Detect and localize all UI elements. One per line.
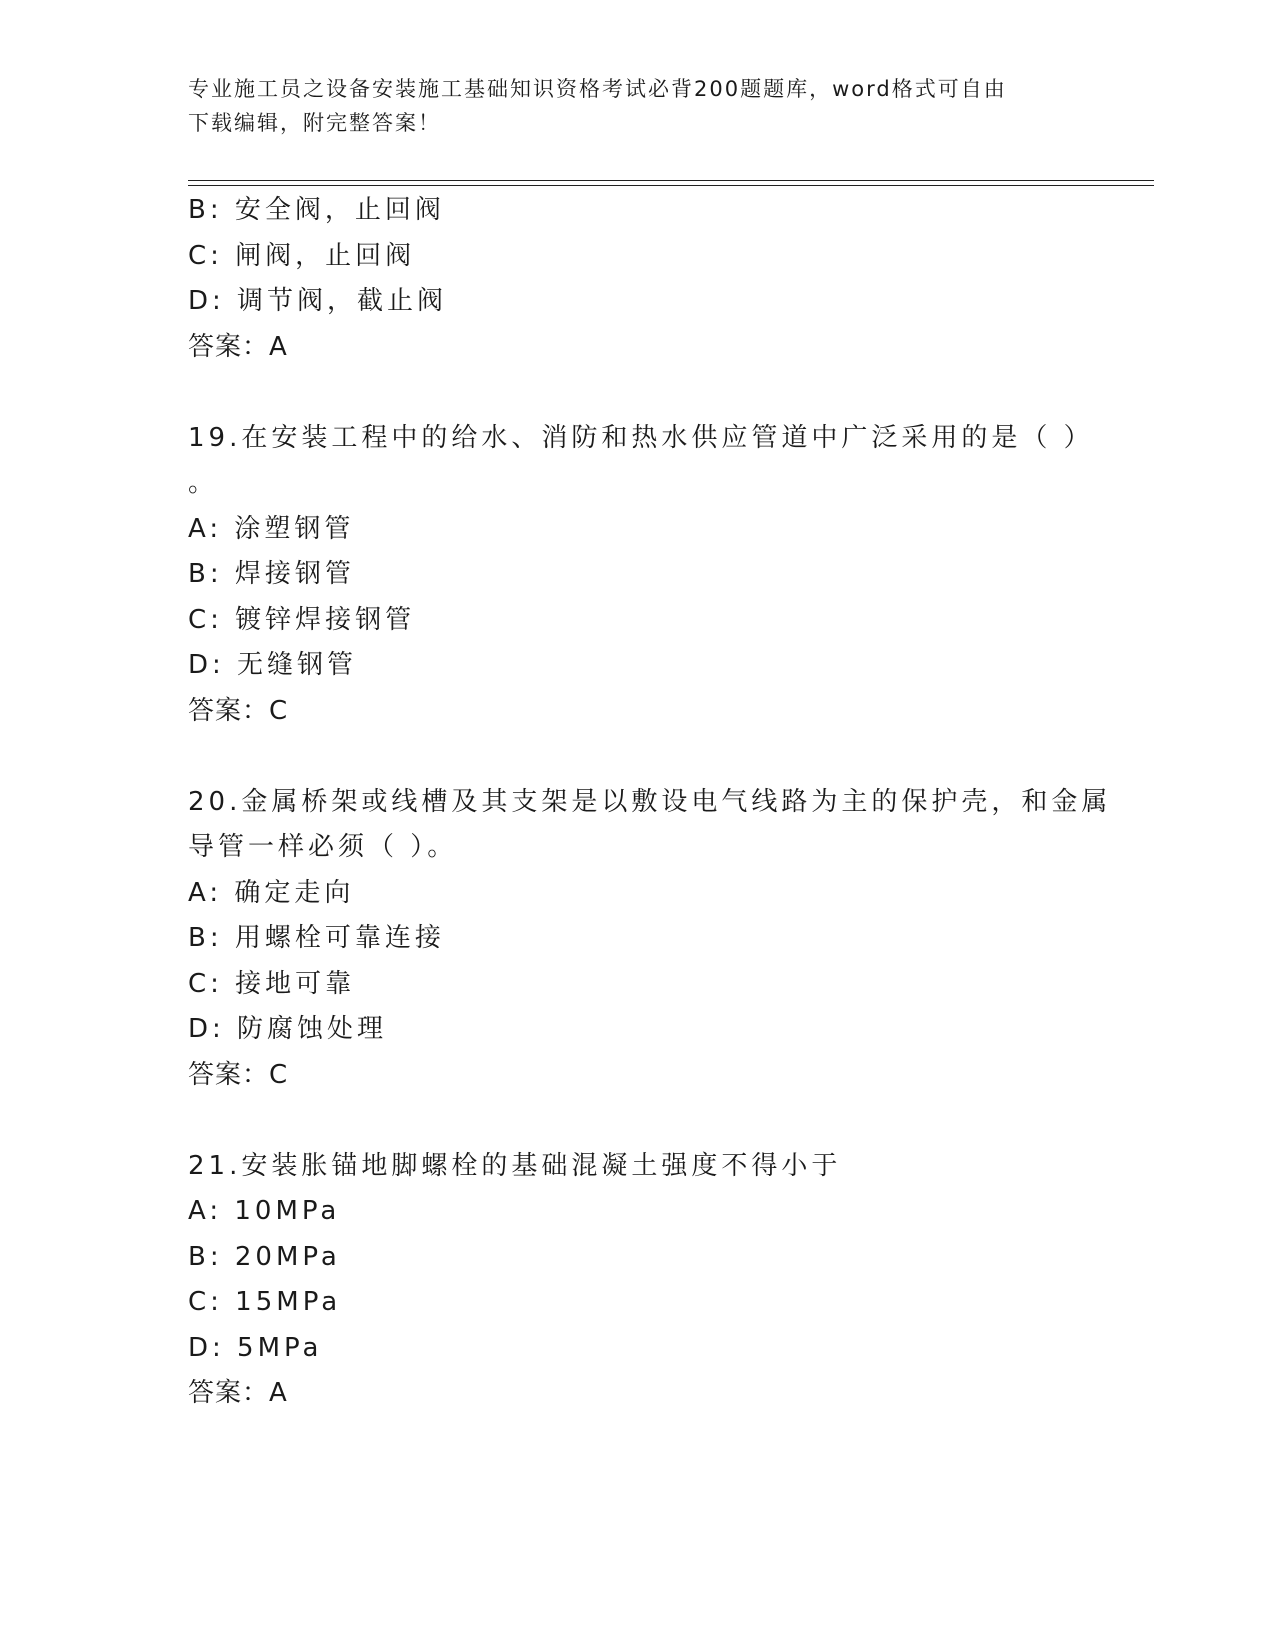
answer: 答案：C (188, 1059, 289, 1090)
question-text: 。 (188, 468, 219, 498)
option-c: C: 闸阀，止回阀 (188, 240, 416, 271)
option-d: D: 防腐蚀处理 (188, 1014, 388, 1044)
option-d: D: 无缝钢管 (188, 650, 358, 680)
header-line-2: 下载编辑，附完整答案！ (188, 111, 441, 135)
option-d: D: 5MPa (188, 1332, 323, 1363)
question-21 (188, 1144, 1148, 1417)
option-a: A: 确定走向 (188, 877, 355, 908)
question-list (188, 188, 1148, 1417)
header-divider-top (188, 180, 1154, 181)
answer: 答案：A (188, 1378, 288, 1408)
option-b: B: 焊接钢管 (188, 559, 355, 589)
header-line-1: 专业施工员之设备安装施工基础知识资格考试必背200题题库，word格式可自由 (188, 77, 1007, 101)
document-header (188, 72, 1068, 140)
previous-question-tail (188, 188, 1148, 370)
option-d: D: 调节阀，截止阀 (188, 286, 448, 316)
answer: 答案：C (188, 695, 289, 726)
question-19 (188, 416, 1148, 735)
option-a: A: 涂塑钢管 (188, 513, 355, 544)
question-20 (188, 780, 1148, 1099)
question-text: 20.金属桥架或线槽及其支架是以敷设电气线路为主的保护壳，和金属 (188, 786, 1112, 817)
question-text: 21.安装胀锚地脚螺栓的基础混凝土强度不得小于 (188, 1150, 842, 1181)
question-text: 导管一样必须（ ）。 (188, 832, 458, 862)
option-c: C: 15MPa (188, 1287, 342, 1317)
option-a: A: 10MPa (188, 1196, 341, 1226)
option-b: B: 安全阀，止回阀 (188, 195, 445, 225)
header-divider-bottom (188, 185, 1154, 186)
option-b: B: 用螺栓可靠连接 (188, 923, 445, 953)
answer: 答案：A (188, 331, 288, 362)
question-text: 19.在安装工程中的给水、消防和热水供应管道中广泛采用的是（ ） (188, 422, 1094, 453)
option-b: B: 20MPa (188, 1241, 341, 1272)
option-c: C: 镀锌焊接钢管 (188, 604, 416, 635)
option-c: C: 接地可靠 (188, 968, 356, 999)
